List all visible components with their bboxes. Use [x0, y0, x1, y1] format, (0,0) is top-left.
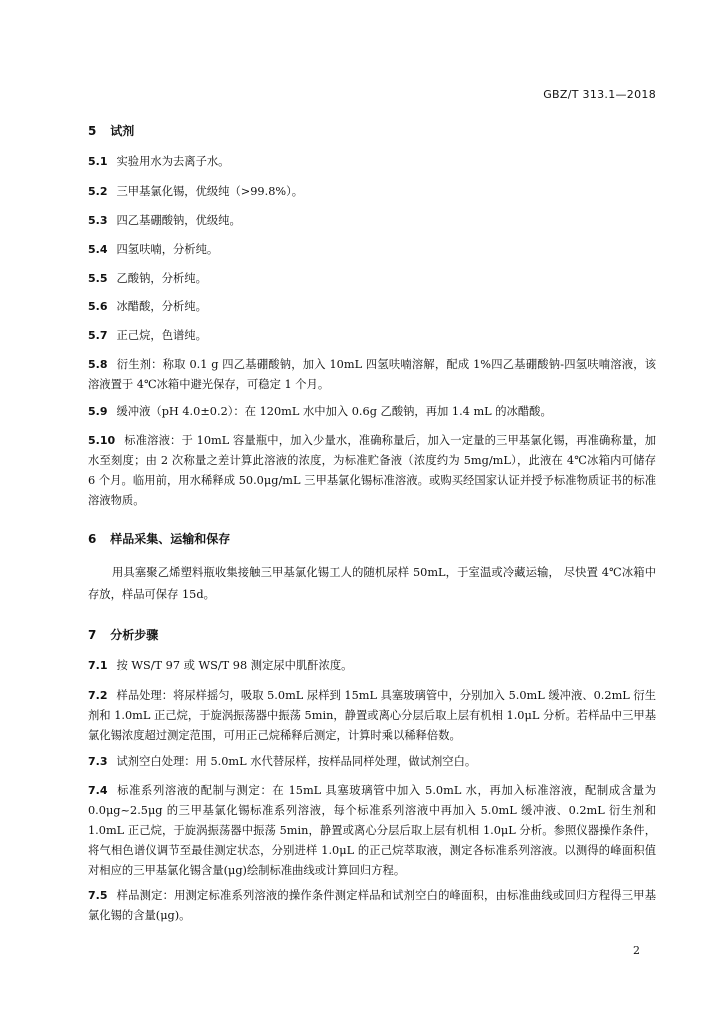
clause-5-3 [88, 211, 656, 231]
clause-number: 5.6 [88, 300, 108, 313]
clause-text: 样品测定：用测定标准系列溶液的操作条件测定样品和试剂空白的峰面积，由标准曲线或回归方程得三甲基氯化锡的含量(μg)。 [88, 889, 656, 922]
section-number: 7 [88, 628, 97, 642]
clause-number: 7.1 [88, 659, 108, 672]
clause-text: 四氢呋喃，分析纯。 [116, 243, 219, 256]
section-6-heading [88, 530, 230, 547]
clause-number: 5.5 [88, 272, 108, 285]
page-number: 2 [633, 944, 640, 957]
clause-number: 5.2 [88, 185, 108, 198]
clause-text: 冰醋酸，分析纯。 [116, 300, 207, 313]
clause-7-2 [88, 686, 656, 746]
section-number: 5 [88, 124, 97, 138]
clause-text: 衍生剂：称取 0.1 g 四乙基硼酸钠，加入 10mL 四氢呋喃溶解，配成 1%四乙基硼酸钠-四氢呋喃溶液，该溶液置于 4℃冰箱中避光保存，可稳定 1 个月。 [88, 358, 656, 391]
clause-number: 5.1 [88, 155, 108, 168]
clause-5-5 [88, 269, 656, 289]
section-6-paragraph: 用具塞聚乙烯塑料瓶收集接触三甲基氯化锡工人的随机尿样 50mL，于室温或冷藏运输， 尽快置 4℃冰箱中存放，样品可保存 15d。 [88, 566, 656, 601]
clause-text: 正己烷，色谱纯。 [116, 329, 207, 342]
clause-text: 四乙基硼酸钠，优级纯。 [116, 214, 241, 227]
clause-number: 7.5 [88, 889, 108, 902]
clause-7-5 [88, 886, 656, 926]
clause-5-7 [88, 326, 656, 346]
clause-text: 实验用水为去离子水。 [116, 155, 230, 168]
clause-5-10 [88, 431, 656, 511]
section-number: 6 [88, 532, 97, 546]
clause-number: 5.4 [88, 243, 108, 256]
section-7-heading [88, 626, 158, 643]
clause-number: 5.9 [88, 405, 108, 418]
clause-5-1 [88, 152, 656, 172]
standard-code: GBZ/T 313.1—2018 [543, 88, 656, 101]
clause-number: 5.3 [88, 214, 108, 227]
section-title: 分析步骤 [110, 628, 159, 642]
clause-7-4 [88, 781, 656, 881]
clause-number: 7.4 [88, 784, 108, 797]
clause-number: 5.7 [88, 329, 108, 342]
clause-7-3 [88, 752, 656, 772]
clause-number: 5.8 [88, 358, 108, 371]
clause-7-1 [88, 656, 656, 676]
clause-number: 7.2 [88, 689, 108, 702]
clause-text: 乙酸钠，分析纯。 [116, 272, 207, 285]
clause-text: 三甲基氯化锡，优级纯（>99.8%）。 [116, 185, 304, 198]
section-title: 样品采集、运输和保存 [110, 532, 231, 546]
clause-text: 按 WS/T 97 或 WS/T 98 测定尿中肌酐浓度。 [116, 659, 353, 672]
clause-5-8 [88, 355, 656, 395]
clause-5-4 [88, 240, 656, 260]
clause-text: 样品处理：将尿样摇匀，吸取 5.0mL 尿样到 15mL 具塞玻璃管中，分别加入 5.0mL 缓冲液、0.2mL 衍生剂和 1.0mL 正己烷，于旋涡振荡器中振荡 5min，静置或离心分层后取上层有机相 1.0μL 分析。若样品中三甲基氯化锡浓度超过测定范围，可用正己烷稀释后测定，计算时乘以稀释倍数。 [88, 689, 656, 742]
clause-text: 缓冲液（pH 4.0±0.2）：在 120mL 水中加入 0.6g 乙酸钠，再加 1.4 mL 的冰醋酸。 [116, 405, 552, 418]
clause-number: 7.3 [88, 755, 108, 768]
clause-text: 标准系列溶液的配制与测定：在 15mL 具塞玻璃管中加入 5.0mL 水，再加入标准溶液，配制成含量为 0.0μg~2.5μg 的三甲基氯化锡标准系列溶液，每个标准系列溶液中再加入 5.0mL 缓冲液、0.2mL 衍生剂和 1.0mL 正己烷，于旋涡振荡器中振荡 5min，静置或离心分层后取上层有机相 1.0μL 分析。参照仪器操作条件，将气相色谱仪调节至最佳测定状态，分别进样 1.0μL 的正己烷萃取液，测定各标准系列溶液。以测得的峰面积值对相应的三甲基氯化锡含量(μg)绘制标准曲线或计算回归方程。 [88, 784, 656, 877]
section-5-heading [88, 122, 134, 139]
clause-text: 标准溶液：于 10mL 容量瓶中，加入少量水，准确称量后，加入一定量的三甲基氯化锡，再准确称量，加水至刻度；由 2 次称量之差计算此溶液的浓度，为标准贮备液（浓度约为 5mg/mL），此液在 4℃冰箱内可储存 6 个月。临用前，用水稀释成 50.0μg/mL 三甲基氯化锡标准溶液。或购买经国家认证并授予标准物质证书的标准溶液物质。 [88, 434, 656, 507]
section-title: 试剂 [110, 124, 135, 138]
clause-5-6 [88, 297, 656, 317]
clause-5-2 [88, 182, 656, 202]
clause-5-9 [88, 402, 656, 422]
clause-text: 试剂空白处理：用 5.0mL 水代替尿样，按样品同样处理，做试剂空白。 [116, 755, 477, 768]
clause-number: 5.10 [88, 434, 116, 447]
